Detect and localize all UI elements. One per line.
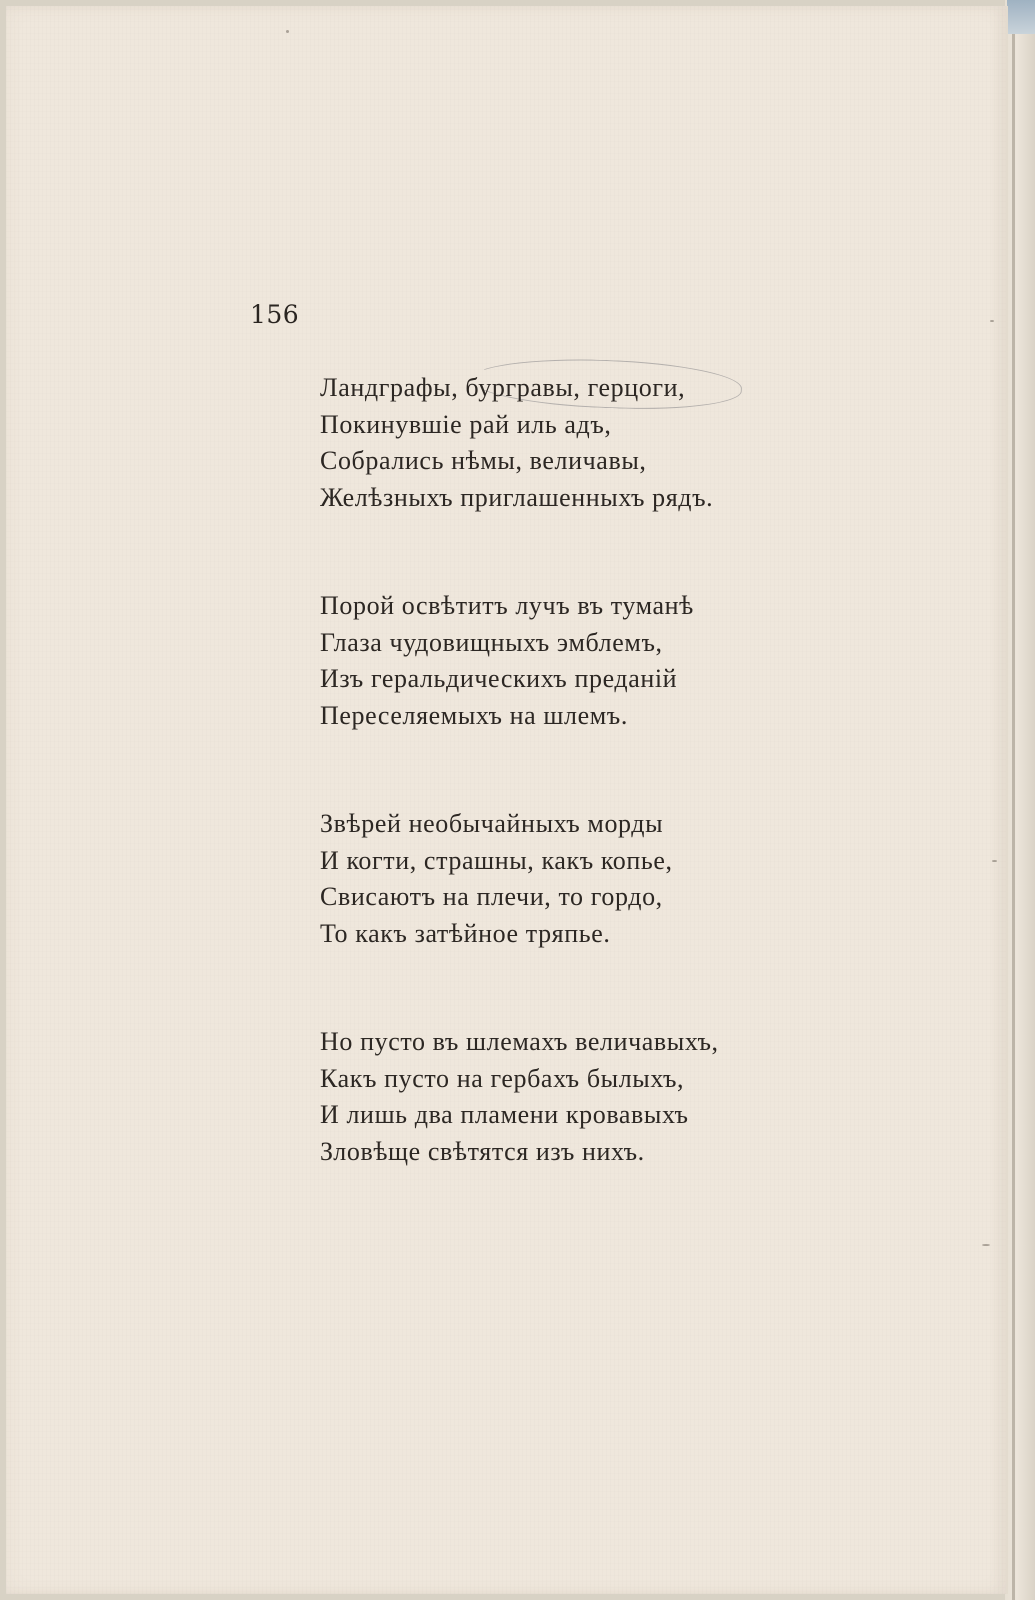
poem-line: И когти, страшны, какъ копье,: [320, 845, 673, 875]
poem-line: Свисаютъ на плечи, то гордо,: [320, 882, 663, 911]
paper-speck: [286, 30, 289, 33]
poem-line: И лишь два пламени кровавыхъ: [320, 1100, 689, 1129]
stanza: [320, 806, 940, 952]
poem-line: Изъ геральдическихъ преданій: [320, 664, 678, 693]
poem-line: Переселяемыхъ на шлемъ.: [320, 700, 628, 730]
stanza: [320, 588, 940, 734]
poem-line: Зловѣще свѣтятся изъ нихъ.: [320, 1136, 645, 1166]
stanza: [320, 370, 940, 516]
poem-line: Но пусто въ шлемахъ величавыхъ,: [320, 1027, 719, 1056]
poem-line: Звѣрей необычайныхъ морды: [320, 809, 664, 838]
paper-speck: [982, 1244, 990, 1246]
poem-body: [320, 370, 940, 1170]
paper-speck: [990, 320, 994, 322]
poem-line: Порой освѣтитъ лучъ въ туманѣ: [320, 591, 694, 620]
poem-line: Собрались нѣмы, величавы,: [320, 446, 647, 475]
poem-line: Ландграфы, бургравы, герцоги,: [320, 373, 686, 402]
poem-line: То какъ затѣйное тряпье.: [320, 918, 611, 948]
poem-line: Глаза чудовищныхъ эмблемъ,: [320, 627, 663, 657]
paper-speck: [992, 860, 997, 862]
stanza: [320, 1024, 940, 1170]
poem-line: Покинувшіе рай иль адъ,: [320, 409, 612, 439]
poem-line: Какъ пусто на гербахъ былыхъ,: [320, 1063, 685, 1093]
page-number: 156: [250, 300, 300, 329]
poem-line: Желѣзныхъ приглашенныхъ рядъ.: [320, 482, 714, 512]
back-sheet-edge: [1005, 0, 1035, 1600]
cover-tint: [1007, 0, 1035, 34]
binding-edge-line: [1012, 0, 1015, 1600]
